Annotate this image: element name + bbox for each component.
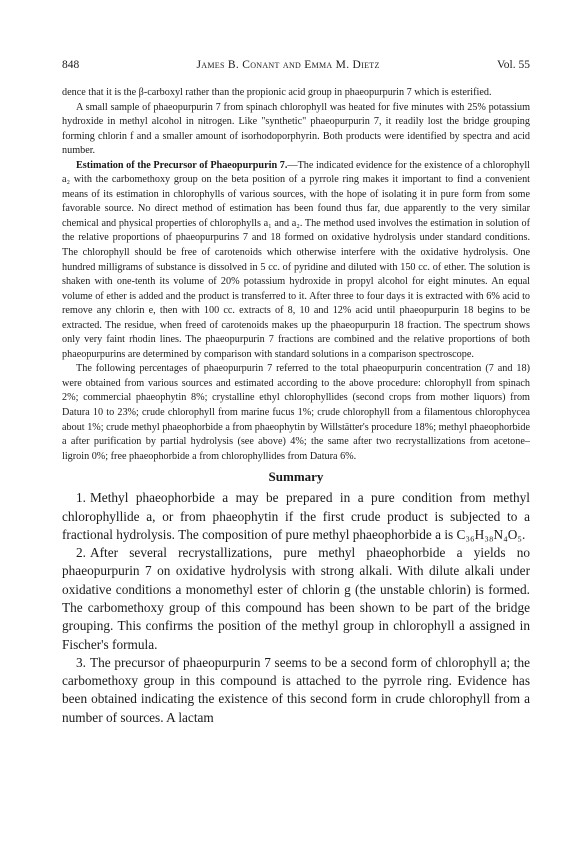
paragraph-percentages: The following percentages of phaeopurpurin 7 referred to the total phaeopurpurin concentration (7 and 18) were obtained from various sources and estimated according to the above procedure: chlorophyll from spinach 2%; commercial phaeophytin 8%; crystalline ethyl chlorophyllides (second crops from mother liquors) from Datura 10 to 23%; crude chlorophyll from marine fucus 1%; crude chlorophyll from a filamentous chlorophycea about 1%; crude methyl phaeophorbide a from phaeophytin by Willstätter's procedure 18%; methyl phaeophorbide a after purification by partial hydrolysis (see above) 4%; the same after two recrystallizations from acetone–ligroin 0%; free phaeophorbide a from chlorophyllides from Datura 6%. <box>62 363 530 462</box>
summary-item <box>62 544 530 654</box>
summary-item-text: After several recrystallizations, pure methyl phaeophorbide a yields no phaeopurpurin 7 on oxidative hydrolysis with strong alkali. With dilute alkali under oxidative conditions a monomethyl ester of chlorin g (the unstable chlorin) is formed. The carbomethoxy group of this compound has been shown to be part of the bridge grouping. This confirms the position of the methyl group in chlorophyll a assigned in Fischer's formula. <box>62 545 530 652</box>
body-text <box>62 86 530 464</box>
running-head <box>62 58 530 72</box>
summary-item-text: The precursor of phaeopurpurin 7 seems to be a second form of chlorophyll a; the carbomethoxy group in this compound is attached to the pyrrole ring. Evidence has been obtained indicating the existence of this second form in crude chlorophyll from a number of sources. A lactam <box>62 654 530 725</box>
summary-item <box>62 654 530 727</box>
summary-item-number: 1. <box>76 490 86 506</box>
summary-item <box>62 489 530 544</box>
running-head-authors: James B. Conant and Emma M. Dietz <box>196 59 380 71</box>
summary-heading: Summary <box>268 469 324 485</box>
summary-item-text: Methyl phaeophorbide a may be prepared in a pure condition from methyl chlorophyllide a, or from phaeophytin if the first crude product is subjected to a fractional hydrolysis. The composition of pure methyl phaeophorbide a is C₃₆H₃₈N₄O₅. <box>62 490 530 542</box>
paragraph-spinach-sample: A small sample of phaeopurpurin 7 from spinach chlorophyll was heated for five minutes with 25% potassium hydroxide in methyl alcohol in nitrogen. Like "synthetic" phaeopurpurin 7, it readily lost the bridge grouping forming chlorin f and a smaller amount of isorhodoporphyrin. Both products were identified by spectra and acid number. <box>62 101 530 157</box>
paragraph-estimation <box>62 159 530 363</box>
journal-page <box>62 58 530 727</box>
section-run-in-heading: Estimation of the Precursor of Phaeopurpurin 7. <box>76 159 288 171</box>
page-number: 848 <box>62 59 80 71</box>
paragraph-estimation-text: —The indicated evidence for the existence of a chlorophyll a₂ with the carbomethoxy group on the beta position of a pyrrole ring makes it important to find a convenient means of its estimation in chlorophylls of various sources, with the hope of isolating it in pure form from some favorable source. No direct method of estimation has been found thus far, due apparently to the very similar chemical and physical properties of chlorophylls a₁ and a₂. The method used involves the estimation in solution of the relative proportions of phaeopurpurins 7 and 18 formed on oxidative hydrolysis under standard conditions. The chlorophyll should be free of carotenoids which otherwise interfere with the oxidative hydrolysis. One hundred milligrams of substance is dissolved in 5 cc. of pyridine and diluted with 150 cc. of ether. The solution is shaken with one-tenth its volume of 20% potassium hydroxide in propyl alcohol for eight minutes. An equal volume of ether is added and the product is transferred to it. After three to four days it is extracted with 6% acid to remove any chlorin e, then with 100 cc. extracts of 8, 10 and 12% acid until phaeopurpurin 18 begins to be extracted. The residue, when freed of carotenoids makes up the phaeopurpurin 18 fraction. The spectrum shows only very faint rhodin lines. The phaeopurpurin 7 fractions are combined and the relative proportions of both phaeopurpurins are determined by comparison with standard solutions in a comparison spectroscope. <box>62 159 530 360</box>
summary-item-number: 2. <box>76 545 86 561</box>
paragraph-continuation: dence that it is the β-carboxyl rather than the propionic acid group in phaeopurpurin 7 which is esterified. <box>62 87 492 98</box>
summary-body <box>62 489 530 727</box>
volume-label: Vol. 55 <box>496 59 530 71</box>
summary-item-number: 3. <box>76 654 86 670</box>
